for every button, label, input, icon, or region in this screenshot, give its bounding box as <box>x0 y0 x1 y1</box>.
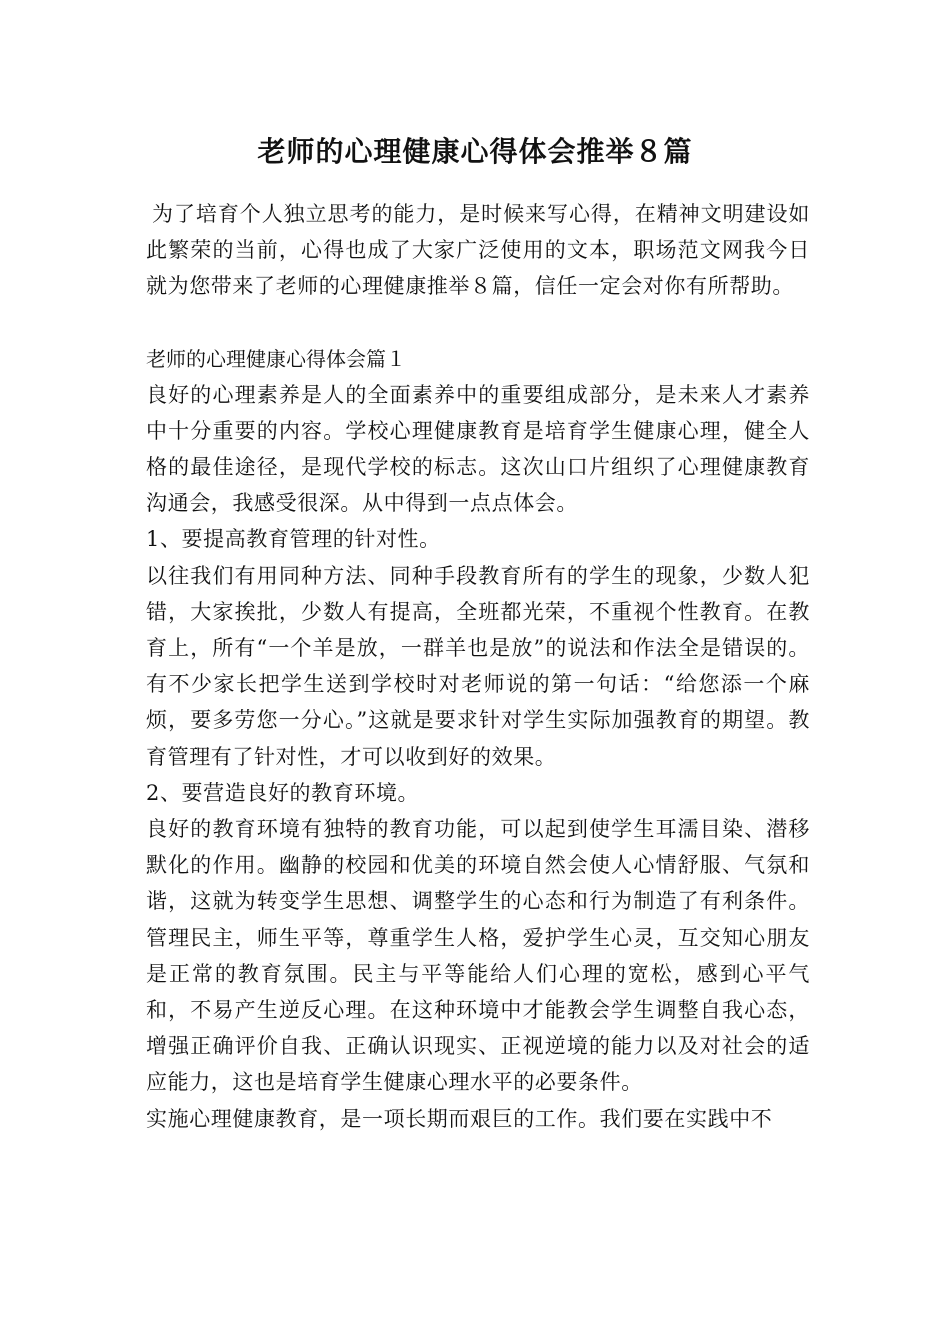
body-paragraph: 以往我们有用同种方法、同种手段教育所有的学生的现象，少数人犯错，大家挨批，少数人有提高，全班都光荣，不重视个性教育。在教育上，所有“一个羊是放，一群羊也是放”的说法和作法全是错误的。有不少家长把学生送到学校时对老师说的第一句话：“给您添一个麻烦，要多劳您一分心。”这就是要求针对学生实际加强教育的期望。教育管理有了针对性，才可以收到好的效果。 <box>146 563 810 769</box>
section-heading: 老师的心理健康心得体会篇１ <box>146 346 406 371</box>
blank-line <box>146 305 810 341</box>
body-paragraph: 实施心理健康教育，是一项长期而艰巨的工作。我们要在实践中不 <box>146 1106 773 1131</box>
point-heading: 1、要提高教育管理的针对性。 <box>146 527 441 552</box>
document-title: 老师的心理健康心得体会推举８篇 <box>257 135 693 168</box>
intro-paragraph: 为了培育个人独立思考的能力，是时候来写心得，在精神文明建设如此繁荣的当前，心得也成了大家广泛使用的文本，职场范文网我今日就为您带来了老师的心理健康推举８篇，信任一定会对你有所帮助。 <box>146 202 810 299</box>
body-paragraph: 良好的教育环境有独特的教育功能，可以起到使学生耳濡目染、潜移默化的作用。幽静的校园和优美的环境自然会使人心情舒服、气氛和谐，这就为转变学生思想、调整学生的心态和行为制造了有利条件。管理民主，师生平等，尊重学生人格，爱护学生心灵，互交知心朋友是正常的教育氛围。民主与平等能给人们心理的宽松，感到心平气和，不易产生逆反心理。在这种环境中才能教会学生调整自我心态，增强正确评价自我、正确认识现实、正视逆境的能力以及对社会的适应能力，这也是培育学生健康心理水平的必要条件。 <box>146 817 810 1095</box>
point-heading: 2、要营造良好的教育环境。 <box>146 780 420 805</box>
document-body <box>146 196 810 1137</box>
body-paragraph: 良好的心理素养是人的全面素养中的重要组成部分，是未来人才素养中十分重要的内容。学校心理健康教育是培育学生健康心理，健全人格的最佳途径，是现代学校的标志。这次山口片组织了心理健康教育沟通会，我感受很深。从中得到一点点体会。 <box>146 382 810 516</box>
